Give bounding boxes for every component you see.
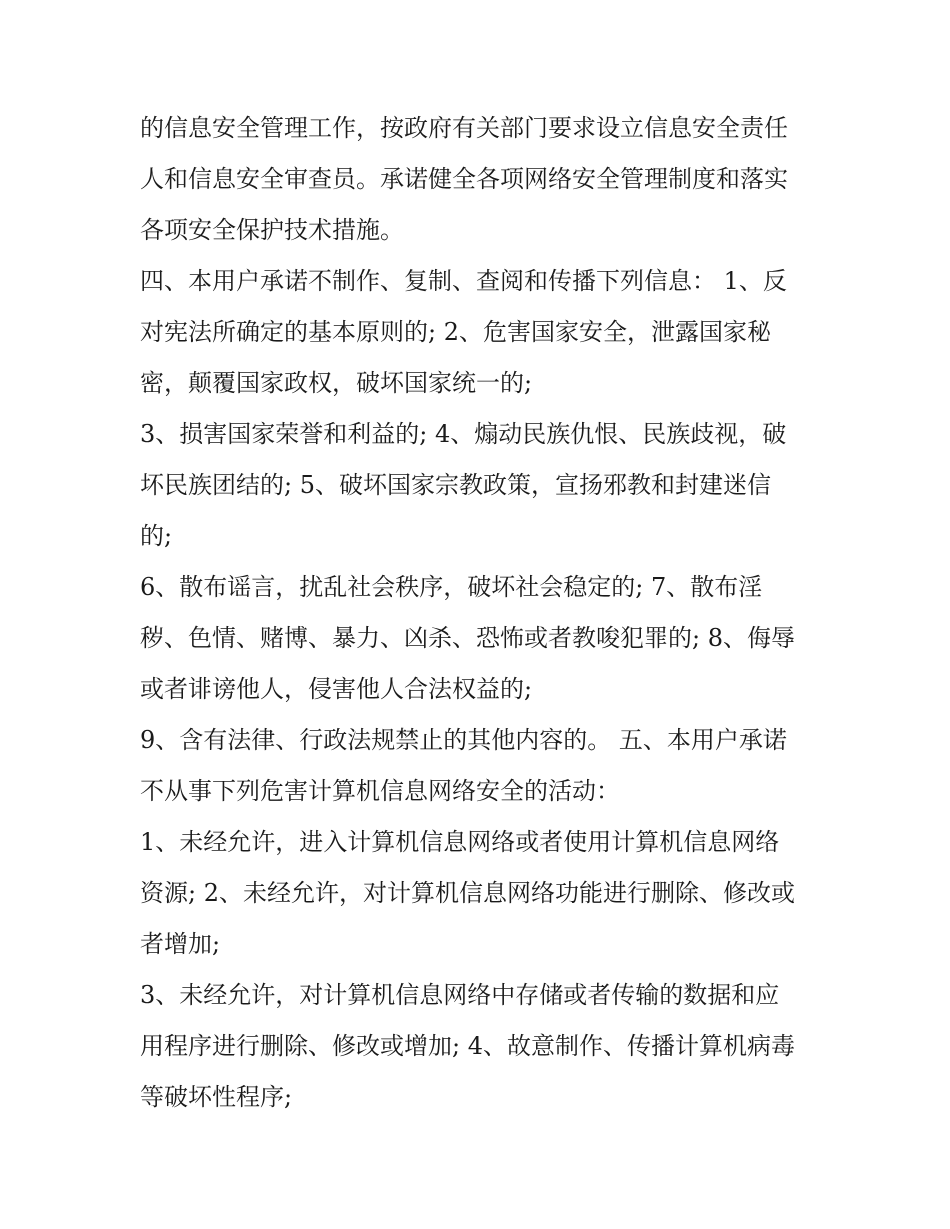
text-line: 9、含有法律、行政法规禁止的其他内容的。 五、本用户承诺 (140, 726, 787, 754)
document-body (140, 103, 830, 1123)
text-line: 的信息安全管理工作，按政府有关部门要求设立信息安全责任 (140, 114, 788, 142)
text-line: 秽、色情、赌博、暴力、凶杀、恐怖或者教唆犯罪的; 8、侮辱 (140, 624, 795, 652)
text-line: 6、散布谣言，扰乱社会秩序，破坏社会稳定的; 7、散布淫 (140, 573, 763, 601)
text-line: 对宪法所确定的基本原则的; 2、危害国家安全，泄露国家秘 (140, 318, 771, 346)
text-line: 等破坏性程序; (140, 1083, 293, 1111)
text-line: 不从事下列危害计算机信息网络安全的活动： (140, 777, 620, 805)
text-line: 或者诽谤他人，侵害他人合法权益的; (140, 675, 533, 703)
text-line: 人和信息安全审查员。承诺健全各项网络安全管理制度和落实 (140, 165, 788, 193)
text-line: 坏民族团结的; 5、破坏国家宗教政策，宣扬邪教和封建迷信 (140, 471, 771, 499)
text-line: 3、损害国家荣誉和利益的; 4、煽动民族仇恨、民族歧视，破 (140, 420, 787, 448)
text-line: 四、本用户承诺不制作、复制、查阅和传播下列信息： 1、反 (140, 267, 787, 295)
text-line: 1、未经允许，进入计算机信息网络或者使用计算机信息网络 (140, 828, 780, 856)
text-line: 3、未经允许，对计算机信息网络中存储或者传输的数据和应 (140, 981, 780, 1009)
text-line: 密，颠覆国家政权，破坏国家统一的; (140, 369, 533, 397)
text-line: 的; (140, 522, 173, 550)
text-line: 资源; 2、未经允许，对计算机信息网络功能进行删除、修改或 (140, 879, 795, 907)
text-line: 用程序进行删除、修改或增加; 4、故意制作、传播计算机病毒 (140, 1032, 795, 1060)
text-line: 者增加; (140, 930, 221, 958)
text-line: 各项安全保护技术措施。 (140, 216, 404, 244)
